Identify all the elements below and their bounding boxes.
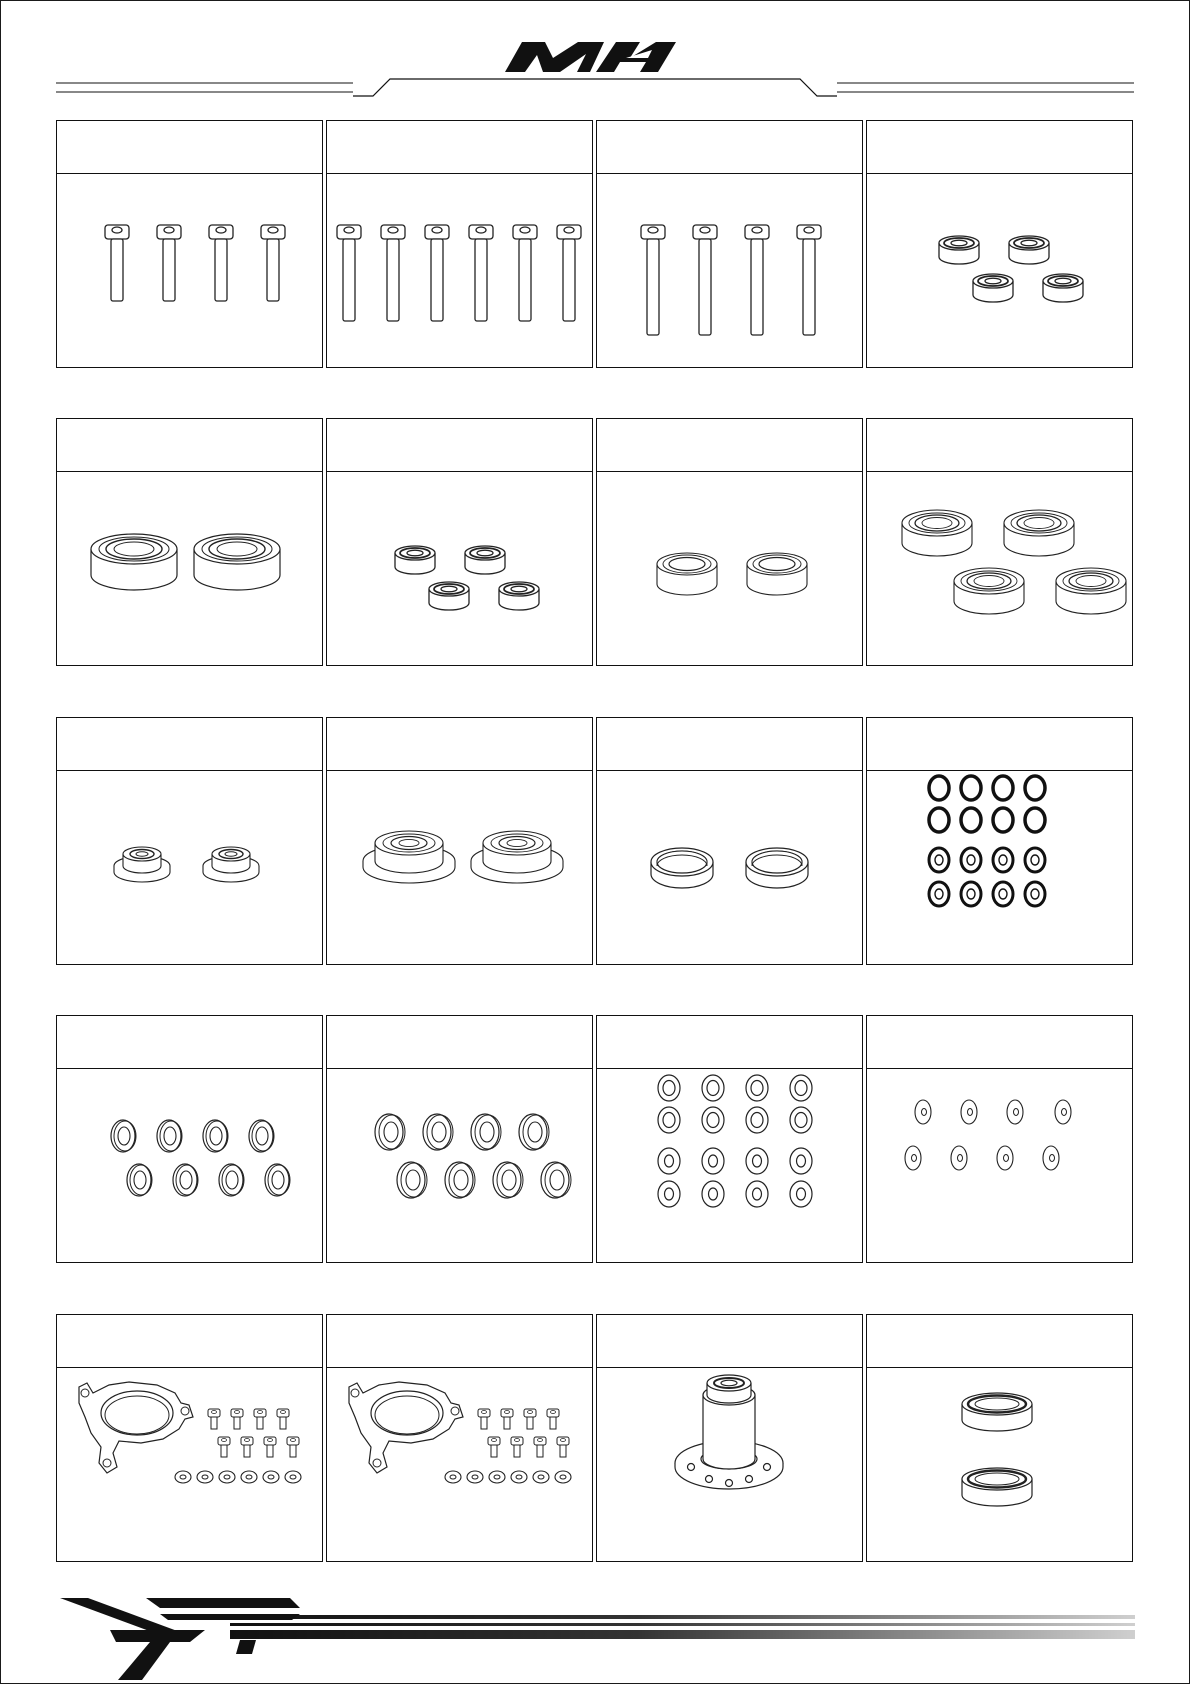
part-card-header — [597, 419, 862, 472]
part-card — [56, 418, 323, 666]
part-card-header — [867, 1016, 1132, 1069]
part-label — [597, 419, 862, 435]
part-image — [57, 471, 322, 665]
part-card — [326, 1314, 593, 1562]
cap-screw-short-x4-icon — [57, 173, 322, 367]
part-card — [326, 717, 593, 965]
part-card — [866, 717, 1133, 965]
part-card — [56, 1314, 323, 1562]
part-card-header — [867, 419, 1132, 472]
part-image — [867, 1367, 1132, 1561]
o-ring-and-washer-x16-icon — [867, 770, 1132, 964]
part-label — [597, 121, 862, 137]
part-image — [867, 1068, 1132, 1262]
part-image — [57, 173, 322, 367]
part-card-header — [327, 718, 592, 771]
part-label — [327, 1315, 592, 1331]
ball-bearing-small-x4-icon — [327, 471, 592, 665]
flanged-bearing-small-x2-icon — [57, 770, 322, 964]
part-image — [327, 471, 592, 665]
part-card — [866, 120, 1133, 368]
ball-bearing-large-x4-icon — [867, 471, 1132, 665]
bearing-hub-assembly-icon — [597, 1367, 862, 1561]
part-card — [56, 120, 323, 368]
flanged-bearing-large-x2-icon — [327, 770, 592, 964]
shim-washer-x16-icon — [597, 1068, 862, 1262]
ball-bearing-medium-x2-icon — [597, 471, 862, 665]
part-card — [866, 1314, 1133, 1562]
part-image — [597, 1068, 862, 1262]
swashplate-arm-with-screws-icon — [327, 1367, 592, 1561]
part-card-header — [597, 718, 862, 771]
swashplate-arm-with-screws-icon — [57, 1367, 322, 1561]
bushing-ring-x2-icon — [597, 770, 862, 964]
part-label — [327, 1016, 592, 1032]
part-label — [57, 718, 322, 734]
cap-screw-medium-x6-icon — [327, 173, 592, 367]
m4-logo-icon — [505, 42, 676, 72]
part-label — [597, 1016, 862, 1032]
part-image — [867, 471, 1132, 665]
part-label — [867, 121, 1132, 137]
part-card-header — [327, 1315, 592, 1368]
part-image — [327, 173, 592, 367]
part-card — [326, 1015, 593, 1263]
part-label — [867, 1315, 1132, 1331]
part-image — [597, 1367, 862, 1561]
part-card-header — [597, 121, 862, 174]
shim-washer-thick-x8-icon — [327, 1068, 592, 1262]
part-card — [56, 1015, 323, 1263]
part-card — [866, 1015, 1133, 1263]
part-image — [327, 1068, 592, 1262]
part-label — [867, 718, 1132, 734]
part-card — [866, 418, 1133, 666]
part-card — [56, 717, 323, 965]
part-image — [867, 173, 1132, 367]
part-label — [57, 1315, 322, 1331]
ball-bearing-small-x4-icon — [867, 173, 1132, 367]
part-label — [597, 1315, 862, 1331]
part-card — [596, 1314, 863, 1562]
footer — [0, 1580, 1190, 1684]
part-card-header — [57, 121, 322, 174]
part-image — [597, 173, 862, 367]
part-card-header — [597, 1016, 862, 1069]
part-label — [327, 419, 592, 435]
part-card-header — [57, 1315, 322, 1368]
part-card — [326, 418, 593, 666]
part-label — [57, 1016, 322, 1032]
part-card-header — [327, 419, 592, 472]
part-label — [57, 121, 322, 137]
part-card-header — [57, 1016, 322, 1069]
part-label — [327, 718, 592, 734]
part-card-header — [327, 121, 592, 174]
cap-screw-long-x4-icon — [597, 173, 862, 367]
part-label — [597, 718, 862, 734]
part-image — [327, 1367, 592, 1561]
ball-bearing-large-x2-icon — [57, 471, 322, 665]
part-card-header — [867, 121, 1132, 174]
part-card-header — [327, 1016, 592, 1069]
small-washer-x8-icon — [867, 1068, 1132, 1262]
part-image — [327, 770, 592, 964]
shim-washer-x8-icon — [57, 1068, 322, 1262]
part-card — [596, 418, 863, 666]
part-card — [596, 717, 863, 965]
part-image — [57, 1068, 322, 1262]
part-card — [596, 1015, 863, 1263]
part-label — [57, 419, 322, 435]
part-image — [597, 471, 862, 665]
part-label — [867, 1016, 1132, 1032]
part-image — [57, 1367, 322, 1561]
part-card — [326, 120, 593, 368]
part-card-header — [57, 718, 322, 771]
thrust-bearing-x2-icon — [867, 1367, 1132, 1561]
part-label — [867, 419, 1132, 435]
header — [0, 0, 1190, 110]
part-label — [327, 121, 592, 137]
part-image — [597, 770, 862, 964]
part-card — [596, 120, 863, 368]
part-card-header — [867, 718, 1132, 771]
part-image — [57, 770, 322, 964]
part-card-header — [597, 1315, 862, 1368]
part-card-header — [57, 419, 322, 472]
part-card-header — [867, 1315, 1132, 1368]
part-image — [867, 770, 1132, 964]
